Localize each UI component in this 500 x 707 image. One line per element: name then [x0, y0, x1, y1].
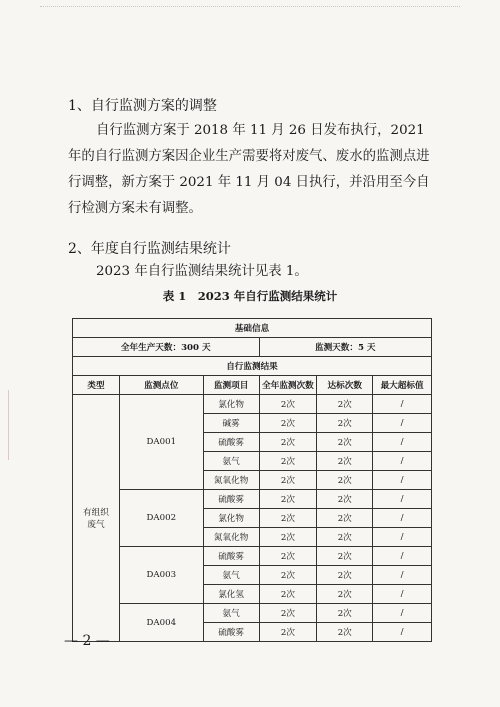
item-cell: 硫酸雾: [203, 433, 259, 452]
point-cell: DA001: [119, 395, 203, 490]
count-cell: 2次: [259, 395, 317, 414]
table-row: [73, 490, 432, 509]
point-cell: DA003: [119, 547, 203, 604]
pass-cell: 2次: [317, 395, 373, 414]
count-cell: 2次: [259, 566, 317, 585]
col-header-count: 全年监测次数: [259, 376, 317, 395]
item-cell: 氯化氢: [203, 585, 259, 604]
max-cell: /: [373, 509, 432, 528]
table-row: [73, 604, 432, 623]
production-days: 全年生产天数：300 天: [73, 338, 260, 357]
pass-cell: 2次: [317, 452, 373, 471]
col-header-point: 监测点位: [119, 376, 203, 395]
pass-cell: 2次: [317, 604, 373, 623]
monitoring-results-table: [72, 318, 432, 642]
count-cell: 2次: [259, 433, 317, 452]
item-cell: 氨气: [203, 566, 259, 585]
count-cell: 2次: [259, 414, 317, 433]
pass-cell: 2次: [317, 471, 373, 490]
item-cell: 硫酸雾: [203, 623, 259, 642]
col-header-max: 最大超标值: [373, 376, 432, 395]
type-cell: 有组织废气: [73, 395, 120, 642]
monitoring-days: 监测天数：5 天: [259, 338, 431, 357]
count-cell: 2次: [259, 452, 317, 471]
section-1-title: 1、自行监测方案的调整: [68, 98, 217, 114]
scan-top-line: [40, 6, 460, 15]
point-cell: DA002: [119, 490, 203, 547]
max-cell: /: [373, 414, 432, 433]
table-row: [73, 547, 432, 566]
col-header-pass: 达标次数: [317, 376, 373, 395]
max-cell: /: [373, 566, 432, 585]
count-cell: 2次: [259, 585, 317, 604]
item-cell: 硫酸雾: [203, 490, 259, 509]
col-header-type: 类型: [73, 376, 120, 395]
pass-cell: 2次: [317, 547, 373, 566]
pass-cell: 2次: [317, 528, 373, 547]
pass-cell: 2次: [317, 623, 373, 642]
pass-cell: 2次: [317, 414, 373, 433]
table-caption: 表 1 2023 年自行监测结果统计: [162, 289, 338, 303]
max-cell: /: [373, 433, 432, 452]
page-number: — 2 —: [64, 633, 110, 649]
item-cell: 氨气: [203, 604, 259, 623]
basic-info-header: 基础信息: [73, 319, 432, 338]
section-1-body: 自行监测方案于 2018 年 11 月 26 日发布执行，2021 年的自行监测方案因企业生产需要将对废气、废水的监测点进行调整，新方案于 2021 年 11 月 04 日执行，并沿用至今自行检测方案未有调整。: [68, 123, 430, 216]
max-cell: /: [373, 528, 432, 547]
count-cell: 2次: [259, 528, 317, 547]
max-cell: /: [373, 395, 432, 414]
item-cell: 氯化物: [203, 395, 259, 414]
pass-cell: 2次: [317, 585, 373, 604]
pass-cell: 2次: [317, 566, 373, 585]
count-cell: 2次: [259, 547, 317, 566]
section-2-title: 2、年度自行监测结果统计: [68, 241, 231, 257]
max-cell: /: [373, 604, 432, 623]
max-cell: /: [373, 452, 432, 471]
results-header: 自行监测结果: [73, 357, 432, 376]
table-row: [73, 395, 432, 414]
item-cell: 氨气: [203, 452, 259, 471]
col-header-item: 监测项目: [203, 376, 259, 395]
item-cell: 碱雾: [203, 414, 259, 433]
count-cell: 2次: [259, 509, 317, 528]
max-cell: /: [373, 547, 432, 566]
pass-cell: 2次: [317, 509, 373, 528]
max-cell: /: [373, 585, 432, 604]
item-cell: 氯化物: [203, 509, 259, 528]
max-cell: /: [373, 623, 432, 642]
item-cell: 氮氧化物: [203, 471, 259, 490]
pass-cell: 2次: [317, 433, 373, 452]
count-cell: 2次: [259, 471, 317, 490]
max-cell: /: [373, 471, 432, 490]
section-2-body: 2023 年自行监测结果统计见表 1。: [96, 264, 308, 279]
point-cell: DA004: [119, 604, 203, 642]
pass-cell: 2次: [317, 490, 373, 509]
count-cell: 2次: [259, 490, 317, 509]
count-cell: 2次: [259, 623, 317, 642]
seal-edge-mark: [0, 390, 9, 460]
item-cell: 氮氧化物: [203, 528, 259, 547]
count-cell: 2次: [259, 604, 317, 623]
max-cell: /: [373, 490, 432, 509]
item-cell: 硫酸雾: [203, 547, 259, 566]
